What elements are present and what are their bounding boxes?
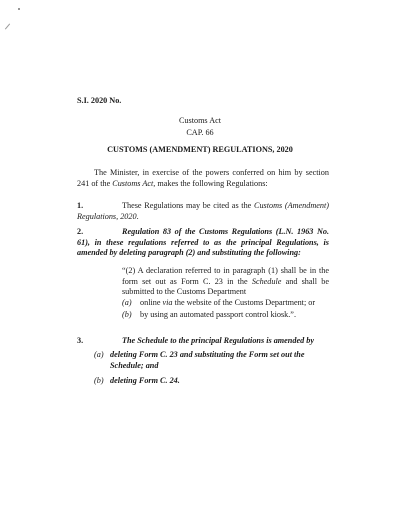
si-number: S.I. 2020 No. bbox=[77, 96, 122, 105]
quoted-item-a-label: (a) bbox=[122, 298, 132, 307]
para3-item-b: deleting Form C. 24. bbox=[110, 376, 180, 385]
via-word: via bbox=[162, 298, 173, 307]
schedule-reference: Schedule bbox=[251, 276, 282, 286]
para1-end: . bbox=[136, 211, 139, 221]
para3-number: 3. bbox=[77, 336, 84, 345]
para3-item-b-label: (b) bbox=[94, 376, 104, 385]
quoted-paragraph bbox=[122, 266, 329, 298]
quoted-item-b-label: (b) bbox=[122, 310, 132, 319]
preamble-text: The Minister, in exercise of the powers conferred on him by section 241 of the bbox=[77, 168, 329, 188]
preamble bbox=[77, 168, 329, 189]
act-reference: Customs Act bbox=[112, 178, 154, 188]
citation-title: Customs (Amendment) Regulations, 2020 bbox=[77, 201, 329, 221]
quoted-item-a bbox=[140, 298, 329, 309]
act-name: Customs Act bbox=[178, 116, 222, 125]
para3-item-a-label: (a) bbox=[94, 350, 104, 359]
scan-speck bbox=[5, 23, 10, 29]
quoted-item-a-end: the website of the Customs Department; or bbox=[172, 298, 316, 307]
para2-text: Regulation 83 of the Customs Regulations (L.N. 1963 No. 61), in these regulations referred to as the principal Regulations, is amended by deleting paragraph (2) and substituting the following: bbox=[77, 227, 329, 257]
scan-speck bbox=[18, 8, 20, 10]
para2-number: 2. bbox=[77, 227, 84, 236]
para1-body: These Regulations may be cited as the bbox=[122, 201, 254, 210]
quoted-text-end: and shall be submitted to the Customs Department bbox=[122, 276, 329, 296]
para1-number: 1. bbox=[77, 201, 84, 210]
para3-item-a: deleting Form C. 23 and substituting the Form set out the Schedule; and bbox=[110, 350, 305, 370]
preamble-text-end: , makes the following Regulations: bbox=[153, 178, 268, 188]
para3-text: The Schedule to the principal Regulations is amended by bbox=[122, 336, 314, 345]
cap-number: CAP. 66 bbox=[186, 128, 214, 137]
quoted-text: “(2) A declaration referred to in paragraph (1) shall be in the form set out as Form C. 23 in the bbox=[122, 266, 329, 286]
quoted-item-b: by using an automated passport control kiosk.”. bbox=[140, 310, 296, 319]
quoted-item-a-text: online bbox=[140, 298, 163, 307]
para1-text bbox=[77, 201, 329, 222]
document-title: CUSTOMS (AMENDMENT) REGULATIONS, 2020 bbox=[107, 145, 293, 154]
